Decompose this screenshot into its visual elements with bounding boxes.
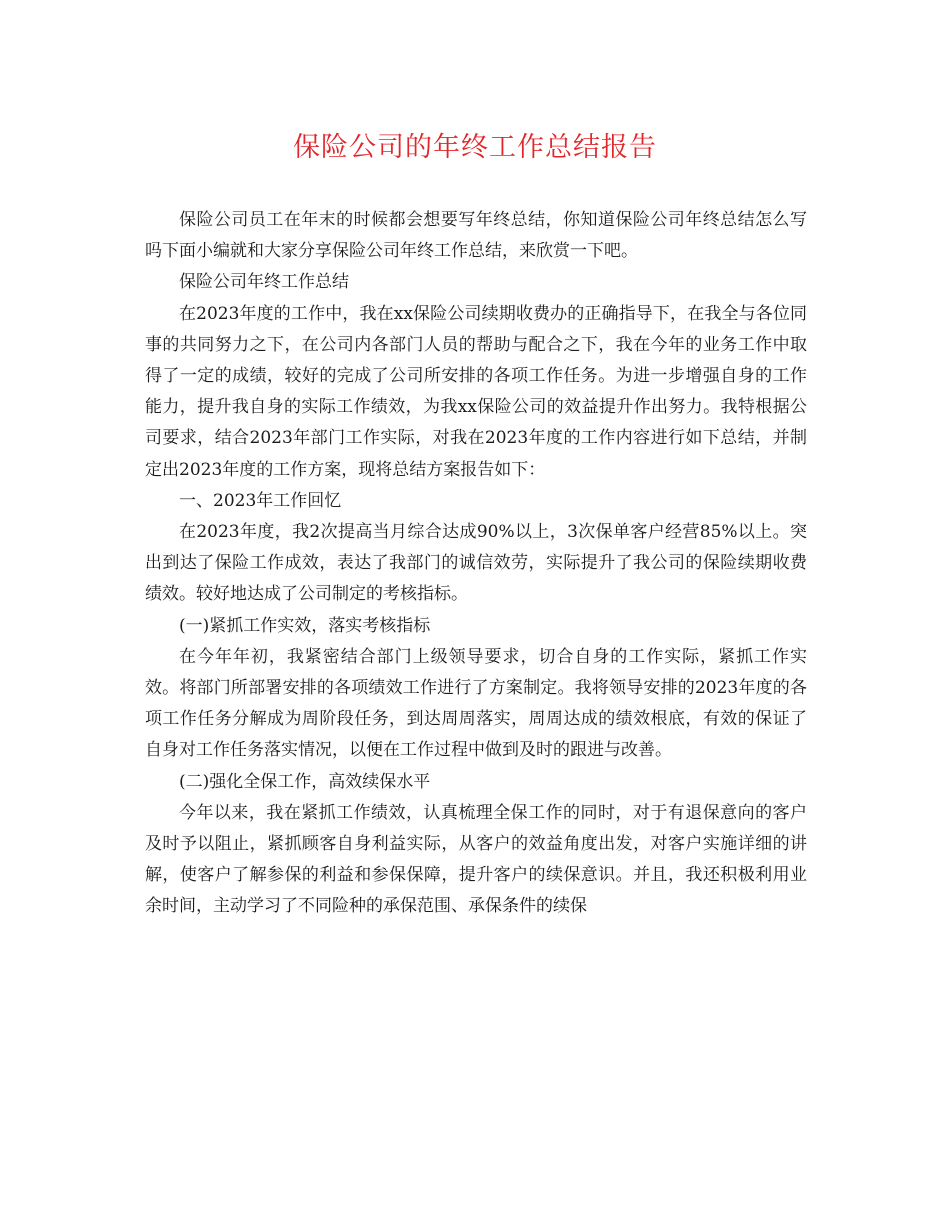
body-paragraph: 在今年年初，我紧密结合部门上级领导要求，切合自身的工作实际，紧抓工作实效。将部门所部署安排的各项绩效工作进行了方案制定。我将领导安排的2023年度的各项工作任务分解成为周阶段任务，到达周周落实，周周达成的绩效根底，有效的保证了自身对工作任务落实情况，以便在工作过程中做到及时的跟进与改善。 <box>145 646 807 761</box>
subsection-heading: (一)紧抓工作实效，落实考核指标 <box>179 615 431 636</box>
document-body <box>145 205 807 923</box>
body-paragraph: 在2023年度，我2次提高当月综合达成90%以上，3次保单客户经营85%以上。突出到达了保险工作成效，表达了我部门的诚信效劳，实际提升了我公司的保险续期收费绩效。较好地达成了公司制定的考核指标。 <box>145 522 807 605</box>
body-paragraph: 在2023年度的工作中，我在xx保险公司续期收费办的正确指导下，在我全与各位同事的共同努力之下，在公司内各部门人员的帮助与配合之下，我在今年的业务工作中取得了一定的成绩，较好的完成了公司所安排的各项工作任务。为进一步增强自身的工作能力，提升我自身的实际工作绩效，为我xx保险公司的效益提升作出努力。我特根据公司要求，结合2023年部门工作实际，对我在2023年度的工作内容进行如下总结，并制定出2023年度的工作方案，现将总结方案报告如下： <box>145 303 807 480</box>
section-heading: 保险公司年终工作总结 <box>179 272 349 293</box>
document-title: 保险公司的年终工作总结报告 <box>293 132 657 163</box>
intro-paragraph: 保险公司员工在年末的时候都会想要写年终总结，你知道保险公司年终总结怎么写吗下面小编就和大家分享保险公司年终工作总结，来欣赏一下吧。 <box>145 210 807 262</box>
body-paragraph: 今年以来，我在紧抓工作绩效，认真梳理全保工作的同时，对于有退保意向的客户及时予以阻止，紧抓顾客自身利益实际，从客户的效益角度出发，对客户实施详细的讲解，使客户了解参保的利益和参保保障，提升客户的续保意识。并且，我还积极利用业余时间，主动学习了不同险种的承保范围、承保条件的续保 <box>145 802 807 917</box>
section-heading: 一、2023年工作回忆 <box>179 490 342 511</box>
subsection-heading: (二)强化全保工作，高效续保水平 <box>179 771 431 792</box>
